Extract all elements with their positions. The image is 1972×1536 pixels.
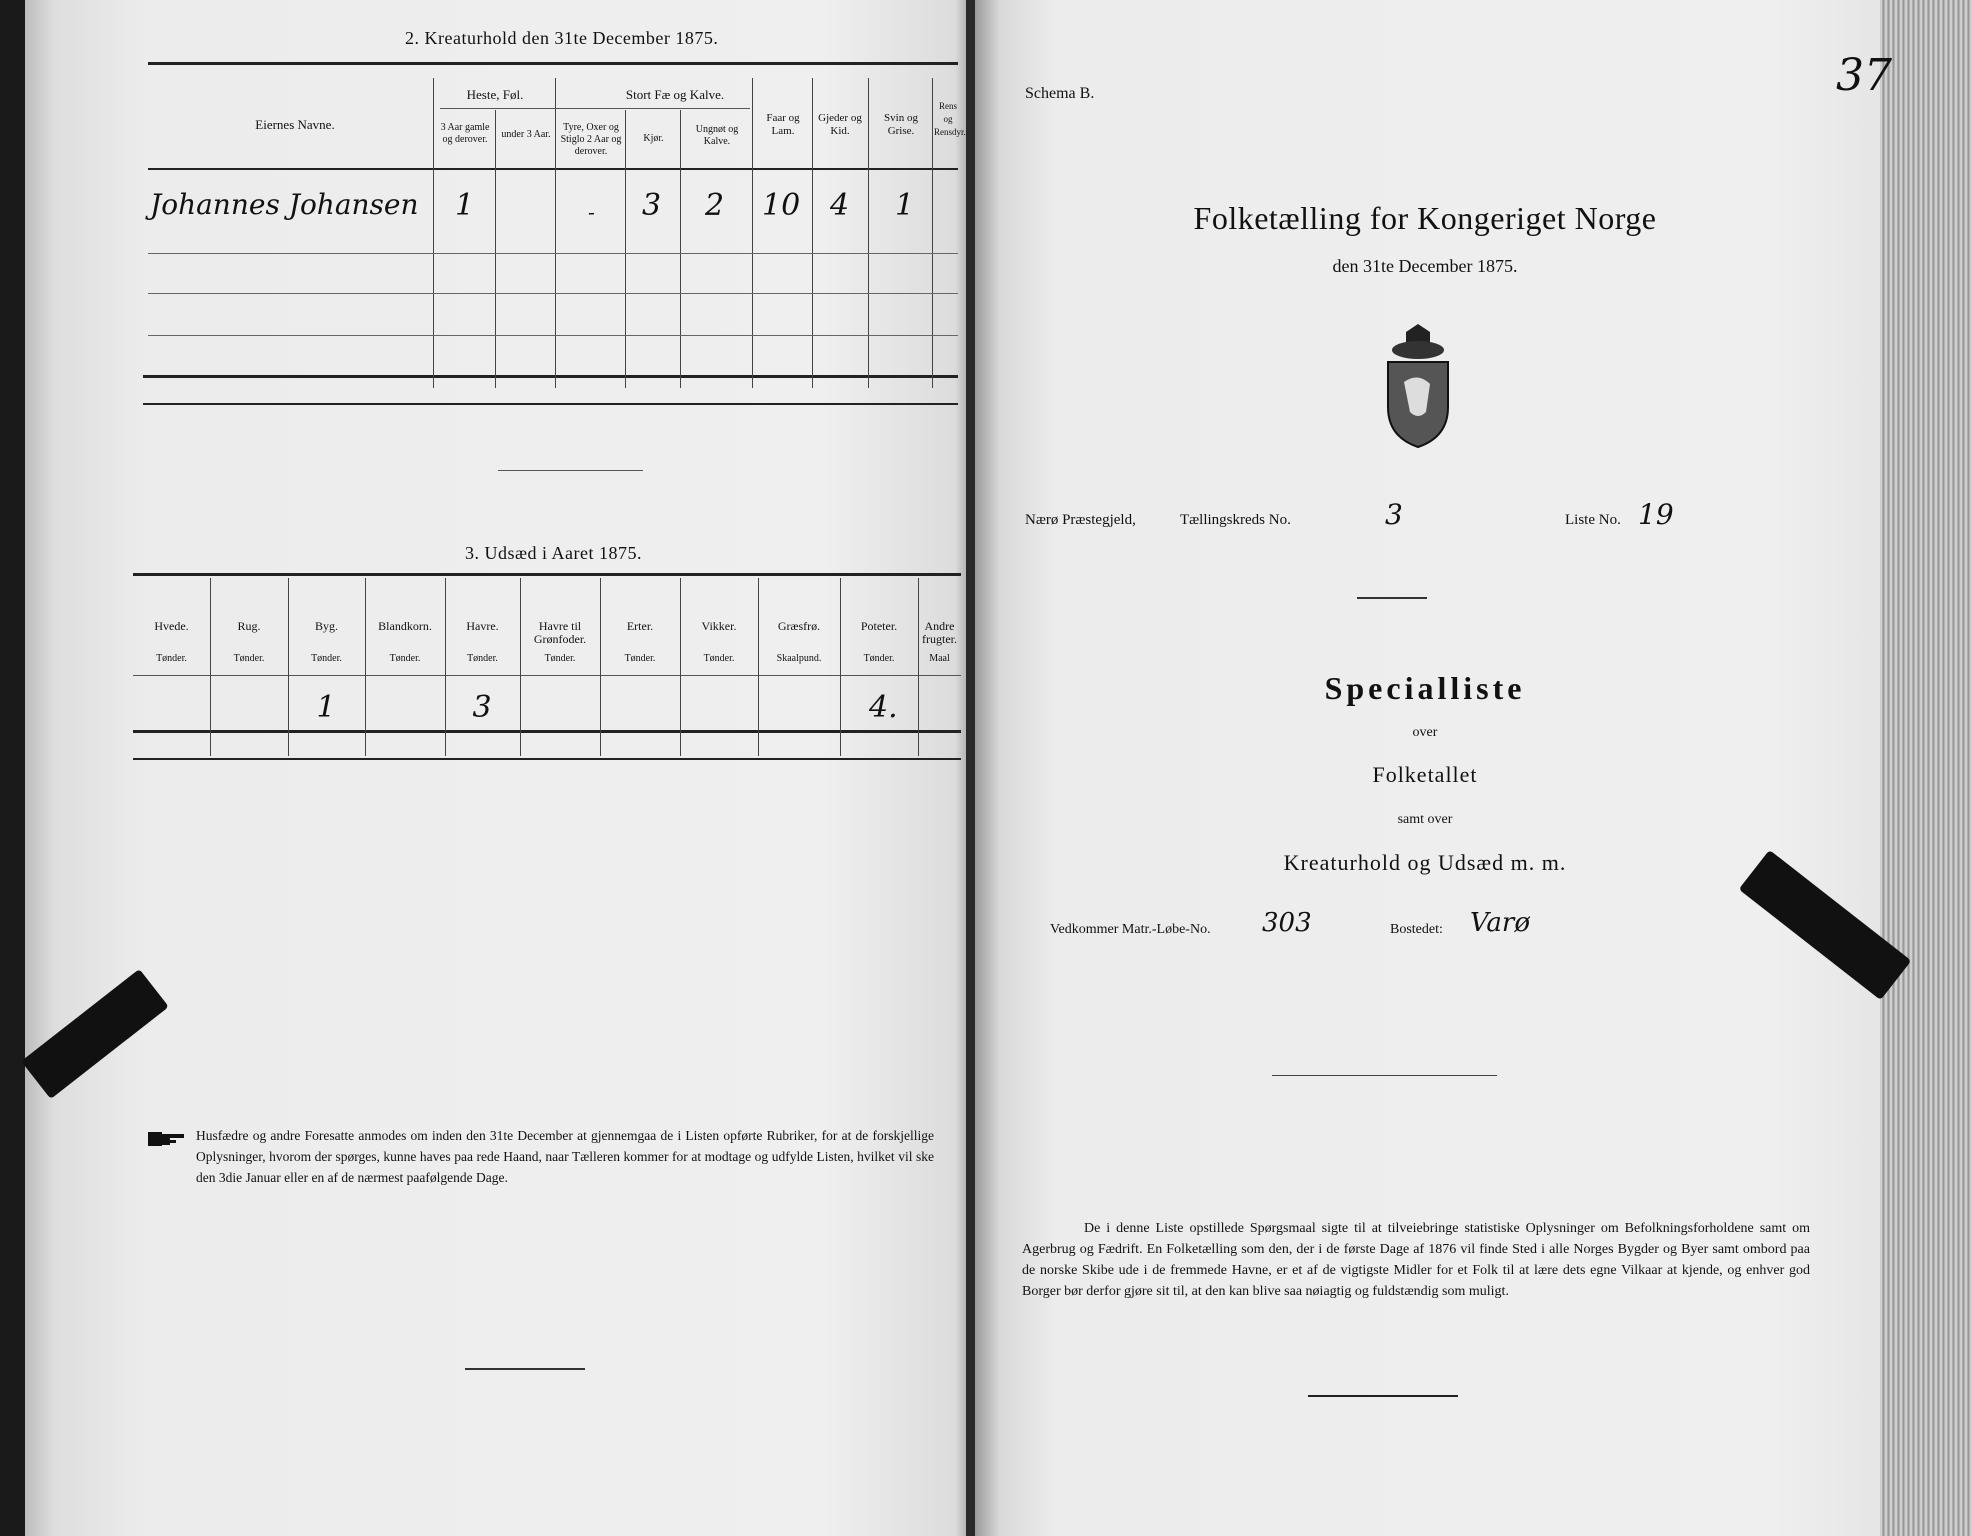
col-divider xyxy=(752,78,753,388)
col-divider xyxy=(680,110,681,388)
parish-label: Nærø Præstegjeld, xyxy=(1025,512,1136,528)
udsaed-header-name: Rug. xyxy=(237,619,261,633)
udsaed-col-divider xyxy=(520,578,521,756)
subheader-rule xyxy=(440,108,750,109)
header-pigs: Svin og Grise. xyxy=(884,112,918,137)
udsaed-header-unit: Tønder. xyxy=(389,653,421,664)
udsaed-top-rule xyxy=(133,573,961,576)
udsaed-header-unit: Tønder. xyxy=(311,653,342,664)
value-cattle-bulls: - xyxy=(588,200,595,224)
special-title: Specialliste xyxy=(1324,670,1526,706)
udsaed-header-name: Erter. xyxy=(626,619,654,633)
header-horses: Heste, Føl. xyxy=(466,87,524,102)
mid-divider xyxy=(1272,1075,1497,1076)
col-divider xyxy=(625,110,626,388)
header-horses-3plus: 3 Aar gamle og derover. xyxy=(440,122,490,145)
udsaed-header-name: Græsfrø. xyxy=(777,619,821,633)
header-cattle-cows: Kjør. xyxy=(643,133,664,144)
schema-label: Schema B. xyxy=(1025,85,1095,102)
header-reindeer: Rens og Rensdyr. xyxy=(934,101,966,137)
value-cattle-cows: 3 xyxy=(642,188,662,223)
header-owner: Eiernes Navne. xyxy=(255,117,335,132)
left-page xyxy=(25,0,970,1536)
udsaed-header-unit: Tønder. xyxy=(233,653,265,664)
udsaed-header-unit: Tønder. xyxy=(703,653,735,664)
udsaed-header-unit: Tønder. xyxy=(156,653,187,664)
folketallet-label: Folketallet xyxy=(1372,762,1478,787)
value-pigs: 1 xyxy=(895,188,915,223)
matr-label: Vedkommer Matr.-Løbe-No. xyxy=(1050,922,1211,937)
col-divider xyxy=(555,78,556,388)
row-rule xyxy=(148,253,958,254)
bosted-value: Varø xyxy=(1470,908,1530,938)
divider-rule xyxy=(498,470,643,471)
udsaed-header-unit: Maal xyxy=(929,653,950,664)
udsaed-bottom-rule-2 xyxy=(133,758,961,760)
udsaed-header-name: Blandkorn. xyxy=(378,619,432,633)
main-date: den 31te December 1875. xyxy=(1332,256,1518,276)
header-cattle-young: Ungnøt og Kalve. xyxy=(695,124,739,147)
udsaed-col-divider xyxy=(445,578,446,756)
row-rule xyxy=(148,335,958,336)
udsaed-col-divider xyxy=(918,578,919,756)
main-title: Folketælling for Kongeriget Norge xyxy=(1193,200,1657,236)
udsaed-col-divider xyxy=(600,578,601,756)
list-value: 19 xyxy=(1638,498,1674,531)
udsaed-header-name: Vikker. xyxy=(701,619,737,633)
section2-title: 2. Kreaturhold den 31te December 1875. xyxy=(405,28,719,48)
udsaed-col-divider xyxy=(210,578,211,756)
udsaed-header-unit: Tønder. xyxy=(624,653,656,664)
value-goats: 4 xyxy=(830,188,850,223)
value-cattle-young: 2 xyxy=(705,188,725,223)
udsaed-header-name: Havre. xyxy=(466,619,499,633)
value-horses-3plus: 1 xyxy=(455,188,475,223)
header-horses-under3: under 3 Aar. xyxy=(501,129,551,140)
page-edges xyxy=(1880,0,1972,1536)
udsaed-header-unit: Tønder. xyxy=(544,653,576,664)
owner-name: Johannes Johansen xyxy=(150,188,419,221)
udsaed-header-name: Hvede. xyxy=(154,619,189,633)
udsaed-value: 4. xyxy=(869,690,898,725)
udsaed-header-name: Poteter. xyxy=(860,619,898,633)
udsaed-col-divider xyxy=(680,578,681,756)
bosted-label: Bostedet: xyxy=(1390,922,1443,937)
col-divider xyxy=(433,78,434,388)
bottom-rule xyxy=(1308,1395,1458,1397)
header-goats: Gjeder og Kid. xyxy=(818,112,862,137)
udsaed-header-name: Andre frugter. xyxy=(922,619,957,646)
udsaed-header-name: Byg. xyxy=(314,619,338,633)
matr-value: 303 xyxy=(1262,908,1312,938)
udsaed-header-unit: Tønder. xyxy=(863,653,895,664)
table-top-rule xyxy=(148,62,958,65)
intro-paragraph: De i denne Liste opstillede Spørgsmaal sigte til at tilveiebringe statistiske Oplysninger om Befolkningsforholdene samt om Agerbrug og Fædrift. En Folketælling som den, der i de første Dage af 1876 vil finde Sted i alle Norges Bygder og Byer samt ombord paa de norske Skibe ude i de fremmede Havne, er et af de vigtigste Midler for et Folk til at lære dets egne Vilkaar at kjende, og enhver god Borger bør derfor gjøre sit til, at den kan blive saa nøiagtig og fuldstændig som muligt. xyxy=(1022,1221,1810,1299)
header-sheep: Faar og Lam. xyxy=(766,112,800,137)
pointing-hand-icon xyxy=(148,1128,186,1150)
udsaed-header-name: Havre til Grønfoder. xyxy=(533,619,587,646)
list-label: Liste No. xyxy=(1565,512,1621,528)
udsaed-header-rule xyxy=(133,675,961,676)
col-divider xyxy=(495,110,496,388)
udsaed-col-divider xyxy=(288,578,289,756)
coat-of-arms-icon xyxy=(1378,322,1458,452)
udsaed-bottom-rule xyxy=(133,730,961,733)
kreaturhold-label: Kreaturhold og Udsæd m. m. xyxy=(1283,850,1567,875)
header-cattle-bulls: Tyre, Oxer og Stiglo 2 Aar og derover. xyxy=(560,122,622,157)
footer-rule xyxy=(465,1368,585,1370)
table-bottom-rule-2 xyxy=(143,403,958,405)
over-label: over xyxy=(1412,725,1438,740)
udsaed-header-unit: Skaalpund. xyxy=(776,653,822,664)
district-label: Tællingskreds No. xyxy=(1180,512,1291,528)
udsaed-col-divider xyxy=(840,578,841,756)
district-value: 3 xyxy=(1385,498,1403,531)
udsaed-col-divider xyxy=(365,578,366,756)
udsaed-header-unit: Tønder. xyxy=(467,653,498,664)
title-divider xyxy=(1357,597,1427,599)
notice-text: Husfædre og andre Foresatte anmodes om inden den 31te December at gjennemgaa de i Listen opførte Rubriker, for at de forskjellige Oplysninger, hvorom der spørges, kunne haves paa rede Haand, naar Tælleren kommer for at modtage og udfylde Listen, hvilket vil ske den 3die Januar eller en af de nærmest paafølgende Dage. xyxy=(196,1128,934,1185)
section3-title: 3. Udsæd i Aaret 1875. xyxy=(465,543,642,563)
col-divider xyxy=(868,78,869,388)
header-cattle: Stort Fæ og Kalve. xyxy=(625,87,725,102)
udsaed-value: 1 xyxy=(316,690,336,725)
table-header-rule xyxy=(148,168,958,170)
table-bottom-rule xyxy=(143,375,958,378)
udsaed-value: 3 xyxy=(472,690,492,725)
value-sheep: 10 xyxy=(762,188,801,223)
udsaed-col-divider xyxy=(758,578,759,756)
samt-over-label: samt over xyxy=(1397,812,1453,827)
col-divider xyxy=(932,78,933,388)
page-number: 37 xyxy=(1836,50,1892,101)
row-rule xyxy=(148,293,958,294)
